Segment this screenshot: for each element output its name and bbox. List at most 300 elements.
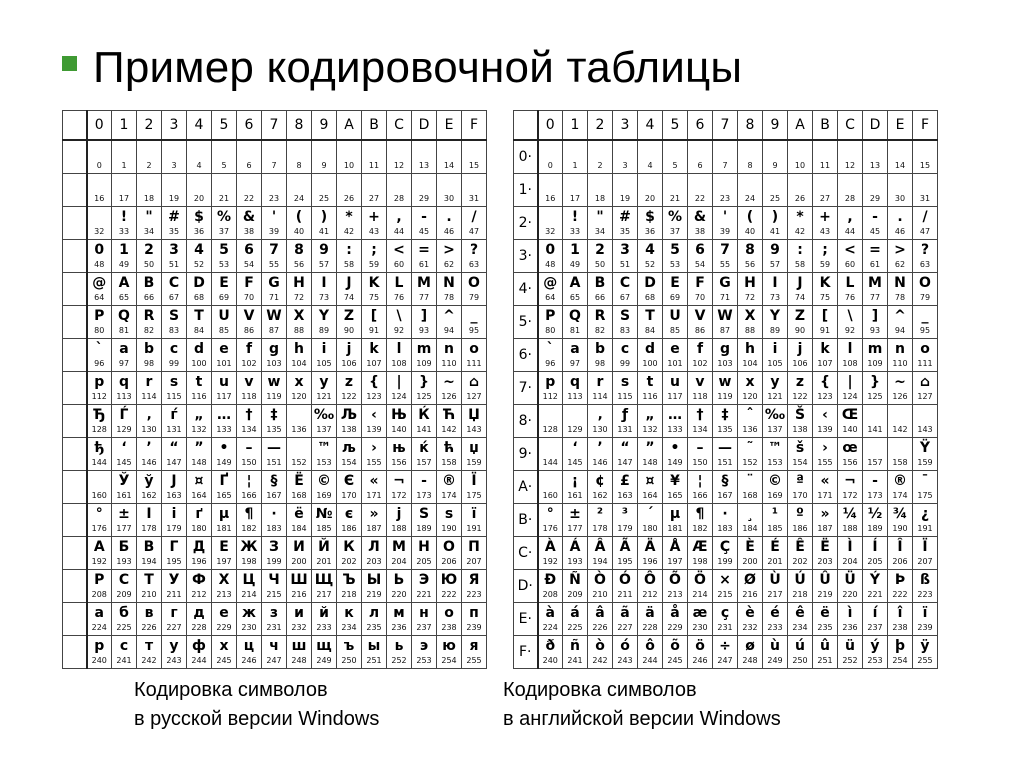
code-cell [337, 438, 362, 471]
decimal-code: 110 [441, 359, 457, 368]
glyph: ’ [146, 440, 152, 456]
code-cell [813, 207, 838, 240]
decimal-code: 58 [794, 260, 806, 269]
code-cell [713, 273, 738, 306]
code-cell [462, 372, 487, 405]
decimal-code: 161 [567, 491, 583, 500]
glyph: } [419, 374, 429, 390]
glyph: K [819, 275, 831, 291]
glyph: V [694, 308, 706, 324]
decimal-code: 111 [466, 359, 482, 368]
code-cell [663, 570, 688, 603]
code-cell [638, 504, 663, 537]
decimal-code: 87 [268, 326, 280, 335]
decimal-code: 123 [366, 392, 382, 401]
decimal-code: 32 [545, 227, 556, 236]
glyph: ê [795, 605, 805, 621]
decimal-code: 187 [366, 524, 382, 533]
code-cell [538, 504, 563, 537]
code-cell [262, 537, 287, 570]
glyph: ` [546, 341, 554, 357]
code-cell [162, 207, 187, 240]
hex-row-label: 3· [514, 240, 538, 273]
glyph: О [443, 539, 455, 555]
code-cell [237, 471, 262, 504]
decimal-code: 143 [917, 425, 933, 434]
decimal-code: 206 [441, 557, 457, 566]
glyph: ~ [443, 374, 455, 390]
glyph [412, 175, 436, 193]
code-cell [137, 273, 162, 306]
glyph: } [870, 374, 880, 390]
decimal-code: 203 [817, 557, 833, 566]
decimal-code: 85 [218, 326, 230, 335]
decimal-code: 158 [441, 458, 457, 467]
glyph [888, 439, 912, 457]
hex-row-label: 1· [514, 174, 538, 207]
decimal-code: 237 [416, 623, 432, 632]
glyph: ƒ [621, 407, 629, 423]
code-cell [312, 339, 337, 372]
code-cell [387, 471, 412, 504]
glyph: $ [645, 209, 655, 225]
code-cell [913, 636, 938, 669]
glyph: Æ [692, 539, 708, 555]
code-cell [337, 306, 362, 339]
decimal-code: 186 [341, 524, 357, 533]
decimal-code: 39 [719, 227, 731, 236]
hex-row-label: B· [514, 504, 538, 537]
glyph: ä [645, 605, 655, 621]
decimal-code: 132 [642, 425, 658, 434]
decimal-code: 200 [291, 557, 307, 566]
decimal-code: 25 [769, 194, 781, 203]
decimal-code: 145 [567, 458, 583, 467]
glyph: ш [291, 638, 307, 654]
code-cell [237, 372, 262, 405]
glyph: У [168, 572, 180, 588]
code-cell [162, 140, 187, 174]
glyph [88, 142, 112, 160]
glyph [262, 142, 286, 160]
hex-column-header: B [813, 111, 838, 141]
table-row [514, 339, 938, 372]
glyph: ц [243, 638, 255, 654]
decimal-code: 6 [697, 161, 703, 170]
glyph: ™ [768, 440, 782, 456]
hex-row-label: A· [514, 471, 538, 504]
decimal-code: 157 [416, 458, 432, 467]
glyph: · [722, 506, 728, 522]
caption-line: Кодировка символов [503, 679, 697, 701]
decimal-code: 191 [917, 524, 933, 533]
glyph: ® [442, 473, 456, 489]
decimal-code: 19 [619, 194, 631, 203]
code-cell [337, 405, 362, 438]
hex-row-label: F· [514, 636, 538, 669]
glyph: ¥ [670, 473, 680, 489]
code-cell [738, 174, 763, 207]
decimal-code: 132 [191, 425, 207, 434]
glyph: ” [645, 440, 655, 456]
decimal-code: 171 [817, 491, 833, 500]
glyph: B [594, 275, 606, 291]
glyph: ж [242, 605, 256, 621]
code-cell [713, 636, 738, 669]
glyph: D [193, 275, 205, 291]
decimal-code: 114 [592, 392, 608, 401]
code-cell [312, 140, 337, 174]
decimal-code: 55 [268, 260, 280, 269]
code-cell [538, 372, 563, 405]
decimal-code: 22 [243, 194, 255, 203]
code-cell [713, 537, 738, 570]
glyph [112, 175, 136, 193]
code-cell [137, 504, 162, 537]
decimal-code: 56 [744, 260, 756, 269]
glyph [212, 142, 236, 160]
decimal-code: 176 [542, 524, 558, 533]
decimal-code: 208 [542, 590, 558, 599]
code-cell [713, 603, 738, 636]
decimal-code: 173 [867, 491, 883, 500]
glyph: H [293, 275, 305, 291]
glyph: I [321, 275, 327, 291]
decimal-code: 5 [221, 161, 227, 170]
glyph: j [797, 341, 803, 357]
decimal-code: 245 [216, 656, 232, 665]
hex-column-header: 0 [538, 111, 563, 141]
code-cell [312, 405, 337, 438]
glyph: Ú [794, 572, 806, 588]
decimal-code: 34 [594, 227, 606, 236]
glyph: _ [470, 308, 478, 324]
decimal-code: 28 [844, 194, 856, 203]
glyph: … [668, 407, 682, 423]
decimal-code: 83 [168, 326, 180, 335]
glyph: ~ [894, 374, 906, 390]
decimal-code: 3 [622, 161, 628, 170]
glyph: К [343, 539, 355, 555]
decimal-code: 191 [466, 524, 482, 533]
code-cell [337, 636, 362, 669]
hex-column-header: 7 [713, 111, 738, 141]
code-cell [187, 207, 212, 240]
glyph: & [242, 209, 256, 225]
table-row [63, 372, 487, 405]
decimal-code: 42 [343, 227, 355, 236]
decimal-code: 20 [644, 194, 656, 203]
decimal-code: 0 [96, 161, 102, 170]
code-cell [613, 372, 638, 405]
glyph: ¨ [746, 473, 754, 489]
glyph: , [847, 209, 853, 225]
code-cell [588, 537, 613, 570]
decimal-code: 126 [892, 392, 908, 401]
glyph [688, 142, 712, 160]
decimal-code: 7 [271, 161, 277, 170]
code-cell [162, 405, 187, 438]
glyph: ú [795, 638, 805, 654]
decimal-code: 172 [842, 491, 858, 500]
glyph [588, 175, 612, 193]
decimal-code: 19 [168, 194, 180, 203]
code-cell [112, 306, 137, 339]
glyph: Б [118, 539, 130, 555]
code-cell [688, 438, 713, 471]
decimal-code: 4 [647, 161, 653, 170]
code-cell [838, 636, 863, 669]
glyph: T [645, 308, 655, 324]
glyph: w [718, 374, 732, 390]
decimal-code: 252 [842, 656, 858, 665]
decimal-code: 33 [118, 227, 130, 236]
decimal-code: 250 [341, 656, 357, 665]
decimal-code: 219 [817, 590, 833, 599]
decimal-code: 192 [542, 557, 558, 566]
glyph [663, 175, 687, 193]
decimal-code: 198 [692, 557, 708, 566]
decimal-code: 60 [393, 260, 405, 269]
decimal-code: 175 [466, 491, 482, 500]
code-cell [412, 174, 437, 207]
decimal-code: 44 [844, 227, 856, 236]
code-cell [462, 636, 487, 669]
glyph: Ö [694, 572, 706, 588]
glyph [237, 175, 261, 193]
glyph: ¦ [697, 473, 703, 489]
code-cell [112, 372, 137, 405]
decimal-code: 58 [343, 260, 355, 269]
code-cell [412, 240, 437, 273]
glyph: x [745, 374, 755, 390]
glyph: ь [394, 638, 404, 654]
decimal-code: 130 [592, 425, 608, 434]
decimal-code: 242 [141, 656, 157, 665]
decimal-code: 215 [717, 590, 733, 599]
decimal-code: 189 [867, 524, 883, 533]
glyph [763, 142, 787, 160]
decimal-code: 212 [191, 590, 207, 599]
decimal-code: 179 [166, 524, 182, 533]
decimal-code: 181 [667, 524, 683, 533]
glyph: š [795, 440, 805, 456]
code-cell [437, 405, 462, 438]
code-cell [212, 140, 237, 174]
decimal-code: 96 [545, 359, 556, 368]
hex-column-header: 2 [137, 111, 162, 141]
glyph: s [169, 374, 179, 390]
decimal-code: 97 [569, 359, 581, 368]
code-cell [838, 603, 863, 636]
code-cell [913, 504, 938, 537]
decimal-code: 174 [892, 491, 908, 500]
decimal-code: 72 [744, 293, 756, 302]
decimal-code: 51 [168, 260, 180, 269]
glyph: 8 [294, 242, 304, 258]
glyph: 7 [720, 242, 730, 258]
decimal-code: 3 [171, 161, 177, 170]
glyph: Y [318, 308, 330, 324]
glyph [437, 175, 461, 193]
decimal-code: 136 [291, 425, 307, 434]
decimal-code: 223 [917, 590, 933, 599]
code-cell [588, 240, 613, 273]
glyph: ¶ [244, 506, 254, 522]
glyph: d [193, 341, 205, 357]
glyph: ½ [867, 506, 883, 522]
code-cell [738, 471, 763, 504]
glyph: ´ [646, 506, 654, 522]
glyph: k [369, 341, 379, 357]
decimal-code: 11 [368, 161, 380, 170]
table-row [63, 537, 487, 570]
hex-row-label: 6· [514, 339, 538, 372]
code-cell [237, 504, 262, 537]
code-cell [738, 537, 763, 570]
glyph: É [770, 539, 780, 555]
decimal-code: 245 [667, 656, 683, 665]
decimal-code: 45 [418, 227, 430, 236]
code-cell [362, 438, 387, 471]
decimal-code: 105 [316, 359, 332, 368]
decimal-code: 201 [767, 557, 783, 566]
decimal-code: 76 [844, 293, 856, 302]
code-cell [563, 405, 588, 438]
glyph: $ [194, 209, 204, 225]
code-cell [563, 570, 588, 603]
code-cell [412, 339, 437, 372]
glyph [312, 175, 336, 193]
decimal-code: 40 [744, 227, 756, 236]
decimal-code: 187 [817, 524, 833, 533]
decimal-code: 151 [717, 458, 733, 467]
glyph: o [920, 341, 930, 357]
glyph: Ј [171, 473, 177, 489]
glyph: З [269, 539, 279, 555]
glyph: { [820, 374, 830, 390]
code-cell [212, 372, 237, 405]
glyph: î [897, 605, 903, 621]
code-cell [312, 438, 337, 471]
code-cell [613, 636, 638, 669]
decimal-code: 166 [692, 491, 708, 500]
code-cell [462, 405, 487, 438]
code-cell [387, 636, 412, 669]
code-cell [387, 174, 412, 207]
decimal-code: 111 [917, 359, 933, 368]
code-cell [863, 537, 888, 570]
decimal-code: 202 [341, 557, 357, 566]
glyph: ³ [621, 506, 629, 522]
code-cell [87, 603, 112, 636]
code-cell [863, 504, 888, 537]
code-cell [337, 537, 362, 570]
hex-row-label [63, 570, 87, 603]
code-cell [638, 140, 663, 174]
glyph: 9 [770, 242, 780, 258]
decimal-code: 134 [241, 425, 257, 434]
decimal-code: 243 [617, 656, 633, 665]
decimal-code: 84 [193, 326, 205, 335]
glyph: U [218, 308, 230, 324]
code-cell [112, 603, 137, 636]
glyph: к [344, 605, 354, 621]
decimal-code: 204 [842, 557, 858, 566]
code-cell [287, 339, 312, 372]
decimal-code: 226 [592, 623, 608, 632]
code-cell [437, 273, 462, 306]
glyph: Ъ [342, 572, 356, 588]
decimal-code: 59 [819, 260, 831, 269]
glyph: а [94, 605, 104, 621]
decimal-code: 190 [892, 524, 908, 533]
glyph: ç [720, 605, 730, 621]
glyph: 2 [144, 242, 154, 258]
glyph: Ц [242, 572, 256, 588]
decimal-code: 227 [617, 623, 633, 632]
glyph: ѓ [170, 407, 178, 423]
glyph: Ћ [442, 407, 456, 423]
decimal-code: 222 [441, 590, 457, 599]
code-cell [888, 537, 913, 570]
code-cell [237, 636, 262, 669]
glyph: j [346, 341, 352, 357]
glyph: ⌂ [468, 374, 480, 390]
decimal-code: 44 [393, 227, 405, 236]
glyph: y [319, 374, 329, 390]
code-cell [563, 339, 588, 372]
decimal-code: 53 [669, 260, 681, 269]
glyph: — [718, 440, 732, 456]
glyph: ð [545, 638, 556, 654]
glyph: Ї [471, 473, 477, 489]
glyph: , [396, 209, 402, 225]
decimal-code: 112 [542, 392, 558, 401]
decimal-code: 41 [318, 227, 330, 236]
code-cell [688, 306, 713, 339]
decimal-code: 50 [594, 260, 606, 269]
decimal-code: 154 [792, 458, 808, 467]
glyph: £ [620, 473, 630, 489]
decimal-code: 109 [867, 359, 883, 368]
glyph: 4 [645, 242, 655, 258]
code-cell [838, 471, 863, 504]
glyph: O [468, 275, 480, 291]
code-cell [462, 140, 487, 174]
decimal-code: 12 [844, 161, 856, 170]
decimal-code: 90 [794, 326, 806, 335]
glyph [838, 142, 862, 160]
glyph: = [418, 242, 430, 258]
glyph [863, 439, 887, 457]
decimal-code: 207 [466, 557, 482, 566]
glyph [88, 472, 112, 490]
decimal-code: 225 [567, 623, 583, 632]
decimal-code: 90 [343, 326, 355, 335]
code-cell [563, 636, 588, 669]
decimal-code: 61 [418, 260, 430, 269]
glyph: i [321, 341, 327, 357]
code-cell [663, 174, 688, 207]
hex-row-label [63, 471, 87, 504]
glyph [262, 175, 286, 193]
glyph: Ÿ [919, 440, 931, 456]
code-cell [212, 537, 237, 570]
code-cell [538, 537, 563, 570]
code-cell [112, 273, 137, 306]
glyph: / [471, 209, 477, 225]
